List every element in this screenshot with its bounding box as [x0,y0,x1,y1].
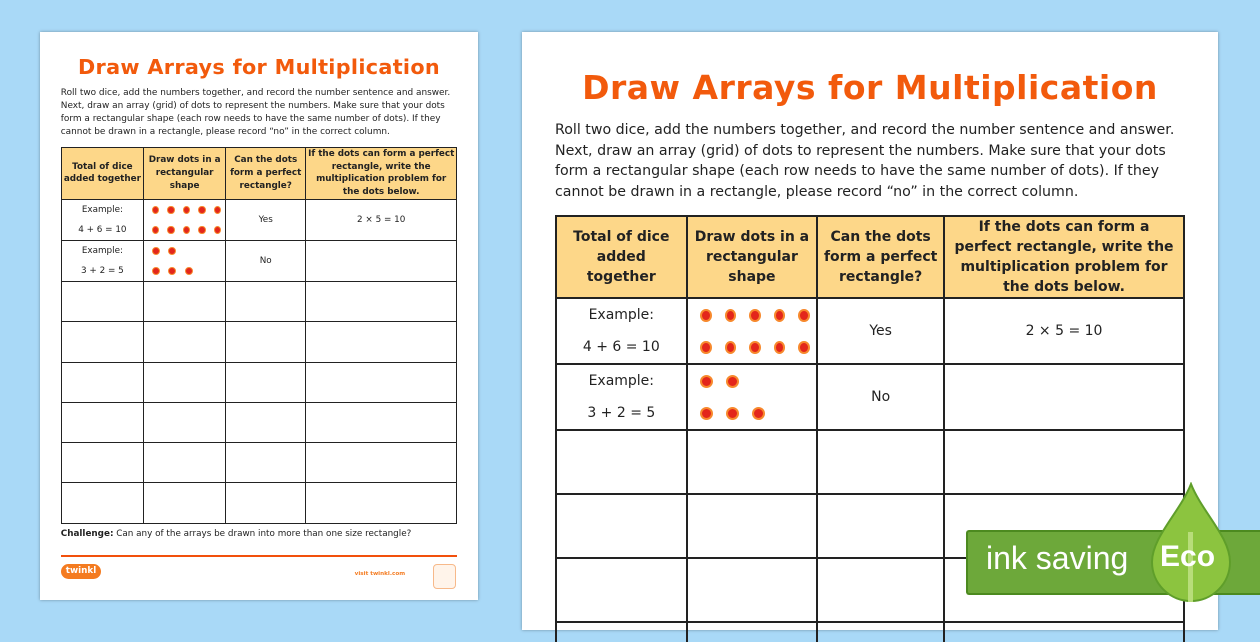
total-cell[interactable] [61,402,143,442]
table-row [556,430,1184,494]
problem-cell[interactable] [306,322,457,362]
twinkl-logo: twinkl [61,564,102,579]
dot [152,226,159,234]
example-label: Example: [81,204,123,215]
total-cell[interactable] [61,322,143,362]
total-cell [556,364,687,430]
dot [725,341,737,354]
header-problem: If the dots can form a perfect rectangle, write the multiplication problem for the dots below. [306,148,457,199]
dot [726,407,739,420]
table-row [61,362,456,402]
dot [749,309,761,322]
dots-cell[interactable] [144,362,226,402]
dots-cell[interactable] [144,483,226,523]
dot [700,407,713,420]
dots-cell[interactable] [144,282,226,322]
table-row [556,364,1184,430]
dots-cell[interactable] [687,494,818,558]
dot [798,341,810,354]
problem-cell[interactable] [306,282,457,322]
number-sentence: 4 + 6 = 10 [582,339,660,355]
dot [798,309,810,322]
rectangle-cell[interactable] [817,558,944,622]
challenge [61,529,412,539]
dot [168,247,176,255]
instructions: Roll two dice, add the numbers together, and record the number sentence and answer. Next, draw an array (grid) of dots to represent the numbers. Make sure that your dots form a rectangular shape (each row needs to have the same number of dots). If they cannot be drawn in a rectangle, please record “no” in the correct column. [60,88,451,138]
dot [152,206,159,214]
total-cell [61,240,143,281]
dot [168,267,176,275]
dot [214,226,221,234]
problem-cell[interactable] [944,430,1184,494]
dot [167,226,174,234]
dot [700,375,713,388]
header-problem: If the dots can form a perfect rectangle, write the multiplication problem for the dots below. [944,216,1184,298]
dot [198,206,205,214]
worksheet-title: Draw Arrays for Multiplication [77,54,441,79]
dots-cell [144,199,226,240]
dots-cell[interactable] [687,430,818,494]
dot [774,341,786,354]
dots-cell[interactable] [144,322,226,362]
example-label: Example: [588,373,655,389]
total-cell[interactable] [61,282,143,322]
total-cell[interactable] [556,622,687,642]
dot [700,341,712,354]
problem-cell[interactable] [306,362,457,402]
dot [749,341,761,354]
rectangle-cell[interactable] [226,282,306,322]
worksheet-title: Draw Arrays for Multiplication [582,68,1158,107]
rectangle-cell[interactable] [226,402,306,442]
problem-cell: 2 × 5 = 10 [306,199,457,240]
problem-cell[interactable] [306,483,457,523]
worksheet-thumbnail [40,32,478,600]
table-row [61,443,456,483]
table-row [61,240,456,281]
dots-cell [144,240,226,281]
challenge-text: Can any of the arrays be drawn into more than one size rectangle? [113,529,412,540]
example-label: Example: [588,307,655,323]
dot [183,206,190,214]
header-rectangle: Can the dots form a perfect rectangle? [817,216,944,298]
total-cell [556,298,687,364]
table-row [556,298,1184,364]
dot [198,226,205,234]
visit-link[interactable]: visit twinkl.com [354,571,406,578]
rectangle-cell: No [817,364,944,430]
number-sentence: 4 + 6 = 10 [78,224,127,235]
dot [183,226,190,234]
table-row [61,483,456,523]
rectangle-cell: No [226,240,306,281]
number-sentence: 3 + 2 = 5 [587,405,656,421]
quality-badge-icon [433,564,456,589]
table-row [61,402,456,442]
rectangle-cell[interactable] [226,443,306,483]
rectangle-cell[interactable] [226,362,306,402]
header-total: Total of dice added together [556,216,687,298]
header-dots: Draw dots in a rectangular shape [144,148,226,199]
header-rectangle: Can the dots form a perfect rectangle? [226,148,306,199]
dots-cell [687,298,818,364]
dots-cell[interactable] [144,443,226,483]
total-cell[interactable] [556,430,687,494]
total-cell[interactable] [556,494,687,558]
eco-banner-text: ink saving [986,540,1129,576]
dots-cell[interactable] [687,558,818,622]
header-total: Total of dice added together [61,148,143,199]
challenge-label: Challenge: [60,529,114,540]
table-row [556,622,1184,642]
total-cell [61,199,143,240]
problem-cell [306,240,457,281]
dots-cell[interactable] [144,402,226,442]
rectangle-cell: Yes [817,298,944,364]
example-label: Example: [81,245,123,256]
problem-cell [944,364,1184,430]
rectangle-cell: Yes [226,199,306,240]
dot [152,247,160,255]
dots-cell [687,364,818,430]
rectangle-cell[interactable] [226,483,306,523]
header-dots: Draw dots in a rectangular shape [687,216,818,298]
dot [726,375,739,388]
dot [700,309,712,322]
rectangle-cell[interactable] [817,494,944,558]
total-cell[interactable] [61,483,143,523]
number-sentence: 3 + 2 = 5 [81,265,124,276]
dot [774,309,786,322]
rectangle-cell[interactable] [226,322,306,362]
table-row [61,282,456,322]
problem-cell[interactable] [306,443,457,483]
total-cell[interactable] [61,443,143,483]
rectangle-cell[interactable] [817,430,944,494]
instructions: Roll two dice, add the numbers together, and record the number sentence and answer. Next, draw an array (grid) of dots to represent the numbers. Make sure that your dots form a rectangular shape (each row needs to have the same number of dots). If they cannot be drawn in a rectangle, please record “no” in the correct column. [555,122,1175,200]
total-cell[interactable] [556,558,687,622]
eco-word: Eco [1160,540,1216,573]
dot [752,407,765,420]
dot [214,206,221,214]
array-table [61,147,457,524]
rectangle-cell[interactable] [817,622,944,642]
dot [152,267,160,275]
footer-divider [61,555,457,557]
dot [167,206,174,214]
table-row [61,322,456,362]
problem-cell[interactable] [944,622,1184,642]
problem-cell[interactable] [306,402,457,442]
problem-cell: 2 × 5 = 10 [944,298,1184,364]
dots-cell[interactable] [687,622,818,642]
table-row [61,199,456,240]
total-cell[interactable] [61,362,143,402]
dot [185,267,193,275]
dot [725,309,737,322]
